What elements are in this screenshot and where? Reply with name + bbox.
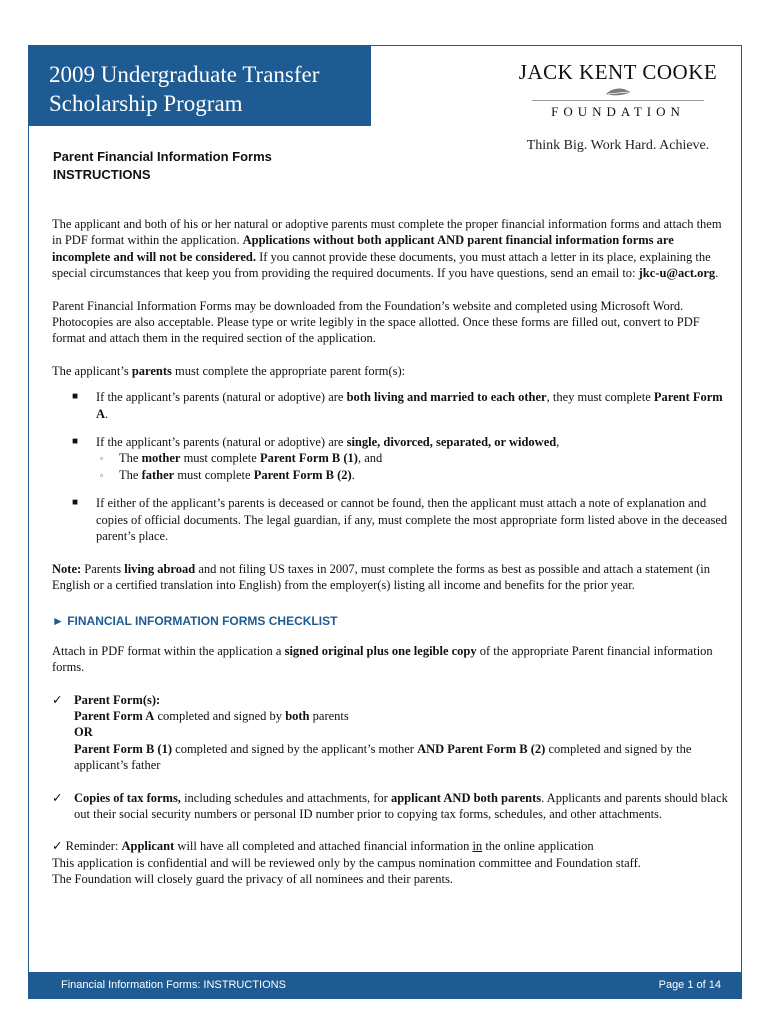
emphasis: Parent Form B (1) — [259, 451, 358, 466]
closing-line1: This application is confidential and will be reviewed only by the campus nomination committee and Foundation staff. — [52, 855, 641, 870]
bullet-icon: ■ — [72, 497, 79, 509]
text: of the appropriate Parent financial information forms. — [52, 643, 713, 675]
text: Attach in PDF format within the application a — [52, 643, 285, 658]
bullet-icon: ■ — [72, 391, 79, 403]
text: and not filing US taxes in 2007, must complete the forms as best as possible and attach a statement (in English or a certified translation into English) from the employer(s) listing all income and benefits for the prior year. — [52, 561, 711, 592]
text: The applicant and both of his or her natural or adoptive parents must complete the proper financial information forms and attach them in PDF format within the application. — [52, 217, 722, 248]
page-number: Page 1 of 14 — [658, 979, 721, 991]
sub-bullet-icon: ▫ — [100, 469, 104, 480]
footer-title: Financial Information Forms: INSTRUCTIONS — [61, 979, 286, 991]
title-banner — [29, 46, 371, 126]
sub-list-item — [96, 467, 732, 483]
text: . Applicants and parents should black out their social security numbers or personal ID number prior to copying tax forms, schedules, and other attachments. — [74, 790, 728, 821]
text: will have all completed and attached financial information — [174, 839, 473, 854]
text: must complete the appropriate parent form(s): — [171, 363, 406, 378]
list-item-text — [96, 434, 732, 450]
text: must complete — [174, 467, 254, 482]
sub-bullet-icon: ▫ — [100, 453, 104, 464]
leaf-icon — [603, 86, 633, 98]
program-title-line1: 2009 Undergraduate Transfer — [49, 62, 320, 87]
text: , — [556, 435, 560, 450]
check-icon: ✓ — [52, 692, 63, 707]
text: the online application — [482, 839, 594, 854]
emphasis: father — [141, 467, 175, 482]
text: If the applicant’s parents (natural or adoptive) are — [96, 390, 347, 405]
text: If the applicant’s parents (natural or adoptive) are — [96, 435, 347, 450]
contact-email: jkc-u@act.org — [638, 266, 716, 281]
instructions-body — [52, 216, 732, 888]
warning-text: Applications without both applicant AND parent financial information forms are incomplete and will not be considered. — [52, 233, 674, 264]
text: Reminder: — [62, 839, 122, 854]
list-item — [52, 389, 732, 422]
heading-line2: INSTRUCTIONS — [53, 167, 151, 182]
emphasis: both — [285, 708, 310, 723]
emphasis: Applicant — [121, 839, 175, 854]
text: Parents — [81, 561, 125, 576]
logo-foundation: FOUNDATION — [532, 100, 704, 120]
foundation-logo — [503, 60, 733, 154]
closing-line2: The Foundation will closely guard the privacy of all nominees and their parents. — [52, 872, 453, 887]
reminder-line — [52, 838, 732, 854]
list-item — [52, 434, 732, 483]
text: , they must complete — [546, 390, 654, 405]
emphasis: living abroad — [124, 561, 196, 576]
text: The — [119, 451, 142, 466]
intro-paragraph — [52, 216, 732, 282]
text: parents — [309, 708, 349, 723]
check-icon: ✓ — [52, 790, 63, 805]
bullet-icon: ■ — [72, 436, 79, 448]
text: completed and signed by — [154, 708, 286, 723]
emphasis: parents — [131, 363, 172, 378]
checklist-item-title: Parent Form(s): — [74, 692, 161, 707]
text: completed and signed by the applicant’s mother — [172, 741, 418, 756]
text: If you cannot provide these documents, you must attach a letter in its place, explaining the special circumstances that keep you from providing the required documents. If you have questions, send an email to: — [52, 249, 711, 281]
parents-paragraph — [52, 363, 732, 379]
heading-line1: Parent Financial Information Forms — [53, 149, 272, 164]
text: If either of the applicant’s parents is deceased or cannot be found, then the applicant must attach a note of explanation and copies of official documents. The legal guardian, if any, must complete the most appropriate form listed above in the deceased parent’s place. — [96, 496, 728, 544]
sub-list-item — [96, 450, 732, 466]
checklist-item — [52, 692, 732, 774]
emphasis: applicant AND both parents — [390, 790, 542, 805]
checklist-item-title: Copies of tax forms, — [74, 790, 181, 805]
note-label: Note: — [52, 561, 82, 576]
page-heading — [53, 148, 272, 184]
emphasis: single, divorced, separated, or widowed — [346, 435, 557, 450]
text: including schedules and attachments, for — [180, 790, 391, 805]
download-paragraph: Parent Financial Information Forms may be downloaded from the Foundation’s website and completed using Microsoft Word. Photocopies are also acceptable. Please type or write legibly in the space allotted. Once these forms are filled out, convert to PDF format and attach them in the required section of the application. — [52, 298, 700, 346]
text: The applicant’s — [52, 363, 132, 378]
emphasis: Parent Form A — [74, 708, 155, 723]
text: must complete — [180, 451, 260, 466]
text: . — [105, 406, 109, 421]
attach-paragraph — [52, 643, 732, 676]
text: The — [119, 467, 142, 482]
emphasis: Parent Form B (1) — [74, 741, 173, 756]
note-paragraph — [52, 561, 732, 594]
emphasis: signed original plus one legible copy — [284, 643, 477, 658]
underlined-text: in — [472, 839, 483, 854]
emphasis: Parent Form A — [96, 390, 723, 421]
emphasis: both living and married to each other — [346, 390, 547, 405]
document-page — [28, 45, 742, 999]
checklist-heading: ► FINANCIAL INFORMATION FORMS CHECKLIST — [52, 614, 338, 629]
logo-name: JACK KENT COOKE — [518, 60, 718, 84]
emphasis: Parent Form B (2) — [253, 467, 352, 482]
list-item — [52, 495, 732, 544]
program-title-line2: Scholarship Program — [49, 91, 243, 116]
or-label: OR — [74, 725, 93, 740]
checklist-item — [52, 790, 732, 823]
text: . — [351, 467, 355, 482]
tagline: Think Big. Work Hard. Achieve. — [526, 138, 710, 153]
text: , and — [357, 451, 383, 466]
check-icon: ✓ — [52, 839, 63, 854]
emphasis: mother — [141, 451, 181, 466]
emphasis: AND Parent Form B (2) — [417, 741, 546, 756]
text: . — [715, 266, 719, 281]
text: completed and signed by the applicant’s father — [74, 741, 692, 773]
page-footer — [29, 972, 741, 998]
